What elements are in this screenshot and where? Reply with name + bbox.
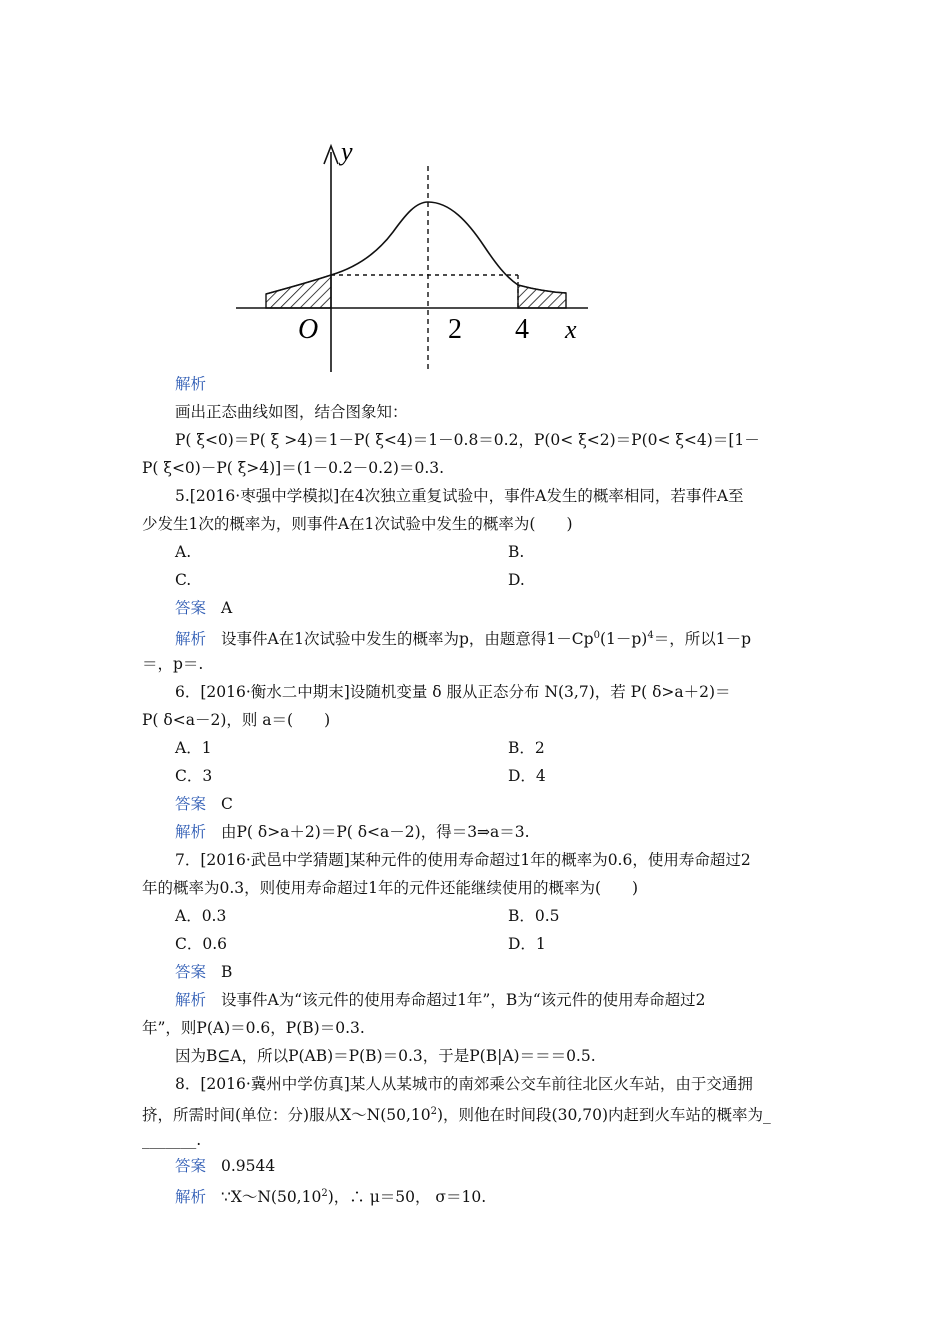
answer-value: 0.9544 [220, 1157, 276, 1175]
analysis-text: ∵X～N(50,10 [220, 1188, 322, 1207]
superscript: 0 [593, 630, 600, 641]
question-7-line: 年的概率为0.3，则使用寿命超过1年的元件还能继续使用的概率为( ) [142, 879, 639, 897]
analysis-text: ＝，所以1－p [653, 630, 752, 649]
option-d: D. [508, 571, 525, 589]
normal-curve [266, 202, 566, 294]
analysis-text: 由P( δ>a＋2)＝P( δ<a－2)，得＝3⇒a＝3. [220, 823, 530, 841]
answer-label: 答案 [175, 795, 207, 813]
answer-line [175, 1154, 275, 1178]
question-8-line: 8．[2016·冀州中学仿真]某人从某城市的南郊乘公交车前往北区火车站，由于交通拥 [175, 1075, 753, 1093]
option-b: B．0.5 [508, 907, 560, 925]
tick-label-4: 4 [515, 314, 529, 345]
text-line: P( ξ<0)－P( ξ>4)]＝(1－0.2－0.2)＝0.3. [142, 459, 445, 477]
text-line: 画出正态曲线如图，结合图象知： [175, 403, 408, 421]
option-d: D．1 [508, 935, 546, 953]
question-6-line: 6．[2016·衡水二中期末]设随机变量 δ 服从正态分布 N(3,7)，若 P( δ>a＋2)＝ [175, 683, 731, 701]
normal-curve-figure [228, 122, 606, 382]
option-c: C. [175, 571, 192, 589]
question-5-line: 少发生1次的概率为，则事件A在1次试验中发生的概率为( ) [142, 515, 573, 533]
analysis-line [175, 988, 706, 1012]
option-a: A. [175, 543, 192, 561]
answer-value: A [220, 599, 233, 617]
analysis-line: 因为B⊆A，所以P(AB)＝P(B)＝0.3，于是P(B|A)＝＝＝0.5. [175, 1047, 596, 1065]
superscript: 2 [430, 1106, 437, 1117]
option-b: B. [508, 543, 525, 561]
x-axis-label: x [565, 315, 577, 344]
answer-label: 答案 [175, 1157, 207, 1175]
answer-line [175, 596, 232, 620]
question-text: )，则他在时间段(30,70)内赶到火车站的概率为_ [437, 1106, 771, 1125]
analysis-text: (1－p) [599, 630, 648, 649]
option-c: C．0.6 [175, 935, 228, 953]
question-6-line: P( δ<a－2)，则 a＝( ) [142, 711, 331, 729]
shaded-region-right [518, 285, 566, 308]
question-7-line: 7．[2016·武邑中学猜题]某种元件的使用寿命超过1年的概率为0.6，使用寿命超过2 [175, 851, 751, 869]
analysis-label: 解析 [175, 1188, 207, 1207]
text-line: P( ξ<0)＝P( ξ >4)＝1－P( ξ<4)＝1－0.8＝0.2，P(0< ξ<2)＝P(0< ξ<4)＝[1－ [175, 431, 760, 449]
option-c: C．3 [175, 767, 213, 785]
analysis-text: 设事件A在1次试验中发生的概率为p，由题意得1－Cp [220, 630, 594, 649]
option-a: A．1 [175, 739, 212, 757]
analysis-label: 解析 [175, 991, 207, 1009]
question-text: 挤，所需时间(单位：分)服从X～N(50,10 [142, 1106, 431, 1125]
superscript: 2 [321, 1188, 328, 1199]
y-axis-label: y [341, 137, 353, 166]
analysis-line [175, 624, 751, 651]
option-a: A．0.3 [175, 907, 227, 925]
answer-label: 答案 [175, 963, 207, 981]
option-d: D．4 [508, 767, 546, 785]
analysis-line: ＝，p＝. [142, 655, 204, 673]
superscript: 4 [647, 630, 654, 641]
origin-label: O [298, 314, 319, 345]
answer-line [175, 792, 233, 816]
answer-value: C [220, 795, 233, 813]
question-5-line: 5.[2016·枣强中学模拟]在4次独立重复试验中，事件A发生的概率相同，若事件A至 [175, 487, 744, 505]
answer-line [175, 960, 232, 984]
analysis-line: 年”，则P(A)＝0.6，P(B)＝0.3. [142, 1019, 365, 1037]
tick-label-2: 2 [448, 314, 462, 345]
analysis-label: 解析 [175, 630, 207, 649]
analysis-line [175, 1182, 486, 1209]
analysis-line [175, 820, 530, 844]
analysis-heading: 解析 [175, 375, 207, 393]
answer-label: 答案 [175, 599, 207, 617]
answer-value: B [220, 963, 233, 981]
question-8-line [142, 1100, 771, 1127]
analysis-label: 解析 [175, 823, 207, 841]
analysis-text: 设事件A为“该元件的使用寿命超过1年”，B为“该元件的使用寿命超过2 [220, 991, 706, 1009]
option-b: B．2 [508, 739, 545, 757]
analysis-text: )，∴ μ＝50， σ＝10. [327, 1188, 487, 1207]
answer-blank: _______. [142, 1131, 202, 1149]
